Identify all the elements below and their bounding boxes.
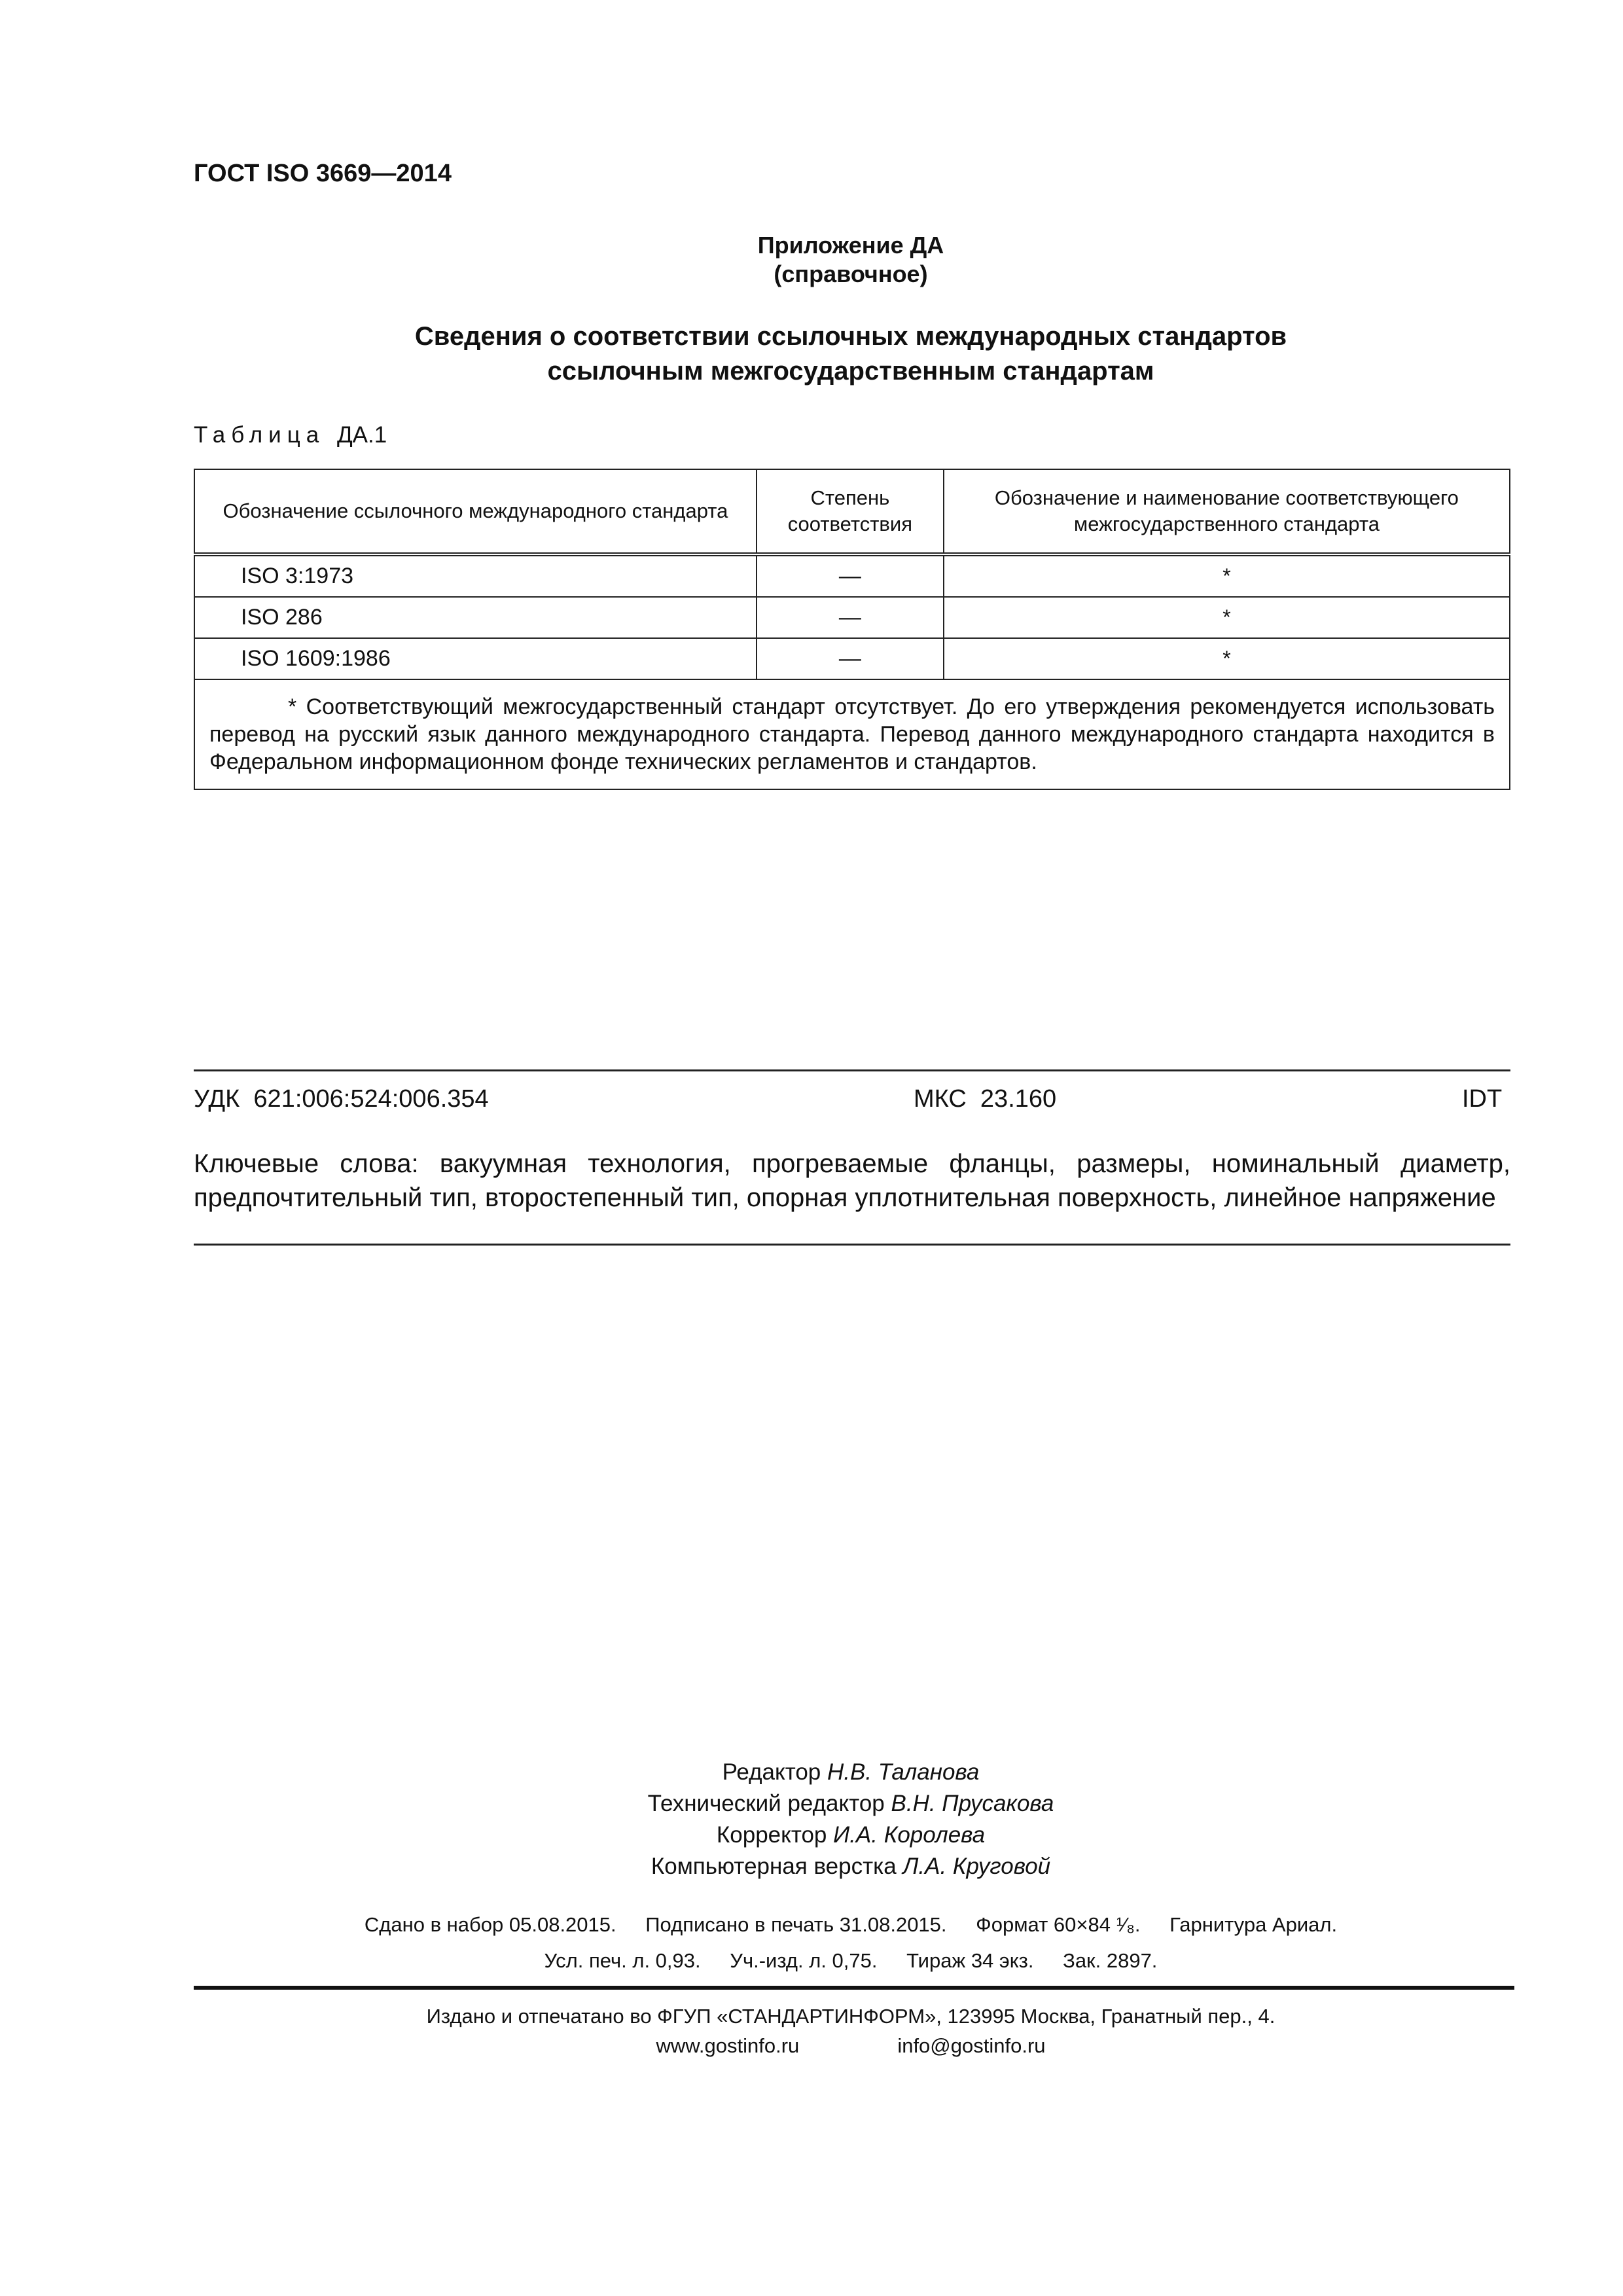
header-international-standard: Обозначение ссылочного международного стандарта (194, 469, 757, 554)
cell-gost: * (944, 597, 1510, 638)
imprint-signed: Подписано в печать 31.08.2015. (645, 1913, 947, 1936)
table-row (194, 597, 1510, 638)
cell-standard: ISO 286 (194, 597, 757, 638)
credit-corrector-role: Корректор (716, 1822, 827, 1848)
credit-tech-editor (0, 1791, 1623, 1817)
imprint-print-sheets: Усл. печ. л. 0,93. (544, 1949, 701, 1972)
imprint-line-2 (0, 1949, 1623, 1973)
table-caption-number: ДА.1 (336, 422, 387, 448)
table-note: * Соответствующий межгосударственный стандарт отсутствует. До его утверждения рекомендуется использовать перевод на русский язык данного международного стандарта. Перевод данного международного стандарта находится в Федеральном информационном фонде технических регламентов и стандартов. (194, 679, 1510, 789)
publisher-email[interactable]: info@gostinfo.ru (897, 2034, 1046, 2057)
credit-tech-editor-name: В.Н. Прусакова (891, 1791, 1054, 1816)
credit-editor-name: Н.В. Таланова (827, 1759, 980, 1785)
credit-corrector-name: И.А. Королева (833, 1822, 986, 1848)
table-row (194, 554, 1510, 597)
publisher-divider (194, 1986, 1514, 1990)
table-row (194, 638, 1510, 679)
cell-gost: * (944, 554, 1510, 597)
credit-tech-editor-role: Технический редактор (647, 1791, 885, 1816)
header-degree: Степень соответствия (757, 469, 944, 554)
table-caption-word: Таблица (194, 422, 325, 448)
imprint-circulation: Тираж 34 экз. (906, 1949, 1034, 1972)
header-interstate-standard: Обозначение и наименование соответствующего межгосударственного стандарта (944, 469, 1510, 554)
cell-standard: ISO 1609:1986 (194, 638, 757, 679)
imprint-typeface: Гарнитура Ариал. (1169, 1913, 1338, 1936)
correspondence-table (194, 469, 1510, 790)
table-caption (194, 422, 387, 448)
cell-standard: ISO 3:1973 (194, 554, 757, 597)
publisher-website[interactable]: www.gostinfo.ru (656, 2034, 800, 2057)
imprint-order: Зак. 2897. (1063, 1949, 1158, 1972)
cell-degree: — (757, 554, 944, 597)
credit-layout-name: Л.А. Круговой (902, 1854, 1051, 1879)
publisher-line: Издано и отпечатано во ФГУП «СТАНДАРТИНФОРМ», 123995 Москва, Гранатный пер., 4. (426, 2005, 1275, 2028)
table-note-row (194, 679, 1510, 789)
credit-corrector (0, 1822, 1623, 1848)
credit-layout (0, 1854, 1623, 1880)
cell-degree: — (757, 597, 944, 638)
udk-code: УДК 621:006:524:006.354 (194, 1085, 489, 1113)
cell-gost: * (944, 638, 1510, 679)
credit-editor-role: Редактор (722, 1759, 821, 1785)
divider-top (194, 1069, 1510, 1071)
divider-bottom (194, 1244, 1510, 1246)
credit-editor (0, 1759, 1623, 1785)
cell-degree: — (757, 638, 944, 679)
publisher-contacts (0, 2034, 1623, 2058)
section-title-line-1: Сведения о соответствии ссылочных международных стандартов (414, 322, 1287, 351)
keywords: Ключевые слова: вакуумная технология, прогреваемые фланцы, размеры, номинальный диаметр, предпочтительный тип, второстепенный тип, опорная уплотнительная поверхность, линейное напряжение (194, 1149, 1510, 1212)
section-title-line-2: ссылочным межгосударственным стандартам (547, 357, 1154, 386)
document-designation: ГОСТ ISO 3669—2014 (194, 160, 452, 187)
credit-layout-role: Компьютерная верстка (651, 1854, 897, 1879)
table-header-row (194, 469, 1510, 554)
appendix-kind: (справочное) (774, 260, 928, 287)
idt-label: IDT (1462, 1085, 1503, 1113)
appendix-title: Приложение ДА (757, 232, 944, 259)
imprint-typeset: Сдано в набор 05.08.2015. (364, 1913, 616, 1936)
imprint-format: Формат 60×84 ¹⁄₈. (976, 1913, 1141, 1936)
imprint-pub-sheets: Уч.-изд. л. 0,75. (730, 1949, 878, 1972)
mks-code: МКС 23.160 (914, 1085, 1057, 1113)
imprint-line-1 (0, 1913, 1623, 1937)
